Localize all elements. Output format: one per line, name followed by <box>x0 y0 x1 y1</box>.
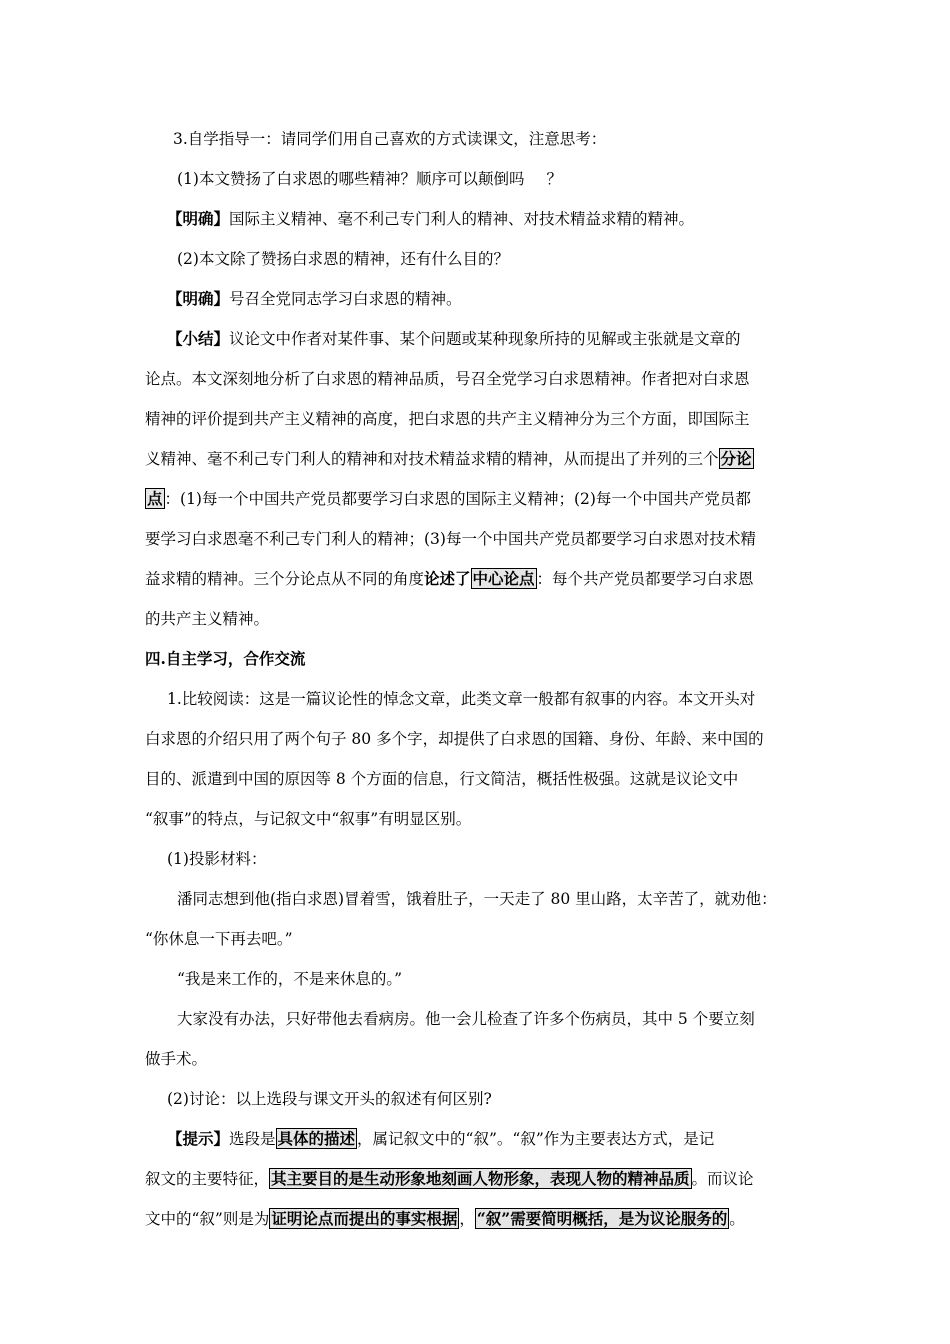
question-1 <box>145 159 817 199</box>
guide-title-text: 3.自学指导一：请同学们用自己喜欢的方式读课文，注意思考： <box>173 130 607 148</box>
summary-text-7b: ：每个共产党员都要学习白求恩 <box>536 570 754 588</box>
summary-line-4 <box>145 439 817 479</box>
summary-line-3 <box>145 399 817 439</box>
hint-label: 【提示】 <box>167 1129 230 1148</box>
section-4-heading <box>145 639 817 679</box>
answer-1-label: 【明确】 <box>167 209 230 228</box>
compare-line-2 <box>145 719 817 759</box>
hint-text-1b: ，属记叙文中的“叙”。“叙”作为主要表达方式，是记 <box>357 1130 715 1148</box>
summary-text-5: ：(1)每一个中国共产党员都要学习白求恩的国际主义精神；(2)每一个中国共产党员都 <box>164 490 751 508</box>
summary-text-3: 精神的评价提到共产主义精神的高度，把白求恩的共产主义精神分为三个方面，即国际主 <box>145 410 750 428</box>
guide-title <box>145 119 817 159</box>
highlight-specific-description: 具体的描述 <box>277 1129 356 1148</box>
hint-line-2 <box>145 1159 817 1199</box>
material-text-4: 大家没有办法，只好带他去看病房。他一会儿检查了许多个伤病员，其中 5 个要立刻 <box>177 1010 755 1028</box>
material-line-1 <box>145 879 817 919</box>
summary-line-6 <box>145 519 817 559</box>
summary-line-8 <box>145 599 817 639</box>
summary-text-1: 议论文中作者对某件事、某个问题或某种现象所持的见解或主张就是文章的 <box>229 330 741 348</box>
material-text-2: “你休息一下再去吧。” <box>145 930 293 948</box>
answer-2-text: 号召全党同志学习白求恩的精神。 <box>229 290 462 308</box>
highlight-factual-basis: 证明论点而提出的事实根据 <box>271 1209 458 1228</box>
answer-1-text: 国际主义精神、毫不利己专门利人的精神、对技术精益求精的精神。 <box>229 210 695 228</box>
material-title-text: (1)投影材料： <box>167 850 267 868</box>
highlight-central-argument: 中心论点 <box>472 569 535 588</box>
summary-text-4: 义精神、毫不利己专门利人的精神和对技术精益求精的精神，从而提出了并列的三个 <box>145 450 719 468</box>
hint-text-3a: 文中的“叙”则是为 <box>145 1210 270 1228</box>
question-2 <box>145 239 817 279</box>
highlight-sub-argument-end: 点 <box>147 489 163 508</box>
hint-line-3 <box>145 1199 817 1239</box>
summary-line-1 <box>145 319 817 359</box>
material-text-1: 潘同志想到他(指白求恩)冒着雪，饿着肚子，一天走了 80 里山路，太辛苦了，就劝他： <box>177 890 777 908</box>
hint-end-mark: 。 <box>729 1210 745 1228</box>
summary-line-5 <box>145 479 817 519</box>
discussion-text: (2)讨论：以上选段与课文开头的叙述有何区别? <box>167 1090 492 1108</box>
summary-line-2 <box>145 359 817 399</box>
summary-line-7 <box>145 559 817 599</box>
compare-line-1 <box>145 679 817 719</box>
compare-line-4 <box>145 799 817 839</box>
question-1-mark: ？ <box>546 170 562 188</box>
material-line-5 <box>145 1039 817 1079</box>
hint-text-2b: 。而议论 <box>691 1170 754 1188</box>
summary-text-6: 要学习白求恩毫不利己专门利人的精神；(3)每一个中国共产党员都要学习白求恩对技术精 <box>145 530 756 548</box>
compare-text-2: 白求恩的介绍只用了两个句子 80 多个字，却提供了白求恩的国籍、身份、年龄、来中国的 <box>145 730 764 748</box>
document-body <box>145 119 817 1239</box>
summary-text-8: 的共产主义精神。 <box>145 610 270 628</box>
highlight-main-purpose: 其主要目的是生动形象地刻画人物形象，表现人物的精神品质 <box>271 1169 690 1188</box>
material-line-2 <box>145 919 817 959</box>
material-text-3: “我是来工作的，不是来休息的。” <box>177 970 403 988</box>
hint-text-1a: 选段是 <box>229 1130 276 1148</box>
question-1-text: (1)本文赞扬了白求恩的哪些精神？顺序可以颠倒吗 <box>177 170 525 188</box>
question-2-text: (2)本文除了赞扬白求恩的精神，还有什么目的？ <box>177 250 509 268</box>
compare-text-3: 目的、派遣到中国的原因等 8 个方面的信息，行文简洁，概括性极强。这就是议论文中 <box>145 770 739 788</box>
summary-bold-argued: 论述了 <box>424 569 471 588</box>
compare-text-4: “叙事”的特点，与记叙文中“叙事”有明显区别。 <box>145 810 472 828</box>
hint-separator: ， <box>459 1210 475 1228</box>
material-text-5: 做手术。 <box>145 1050 208 1068</box>
discussion-line <box>145 1079 817 1119</box>
material-title <box>145 839 817 879</box>
answer-2 <box>145 279 817 319</box>
summary-label: 【小结】 <box>167 329 230 348</box>
material-line-3 <box>145 959 817 999</box>
summary-text-7a: 益求精的精神。三个分论点从不同的角度 <box>145 570 425 588</box>
material-line-4 <box>145 999 817 1039</box>
answer-1 <box>145 199 817 239</box>
compare-line-3 <box>145 759 817 799</box>
answer-2-label: 【明确】 <box>167 289 230 308</box>
summary-text-2: 论点。本文深刻地分析了白求恩的精神品质，号召全党学习白求恩精神。作者把对白求恩 <box>145 370 750 388</box>
highlight-sub-argument-start: 分论 <box>720 449 752 468</box>
section-4-heading-text: 四.自主学习，合作交流 <box>145 649 306 668</box>
hint-line-1 <box>145 1119 817 1159</box>
compare-text-1: 1.比较阅读：这是一篇议论性的悼念文章，此类文章一般都有叙事的内容。本文开头对 <box>167 690 756 708</box>
highlight-serves-argument: “叙”需要简明概括，是为议论服务的 <box>476 1209 728 1228</box>
hint-text-2a: 叙文的主要特征， <box>145 1170 270 1188</box>
